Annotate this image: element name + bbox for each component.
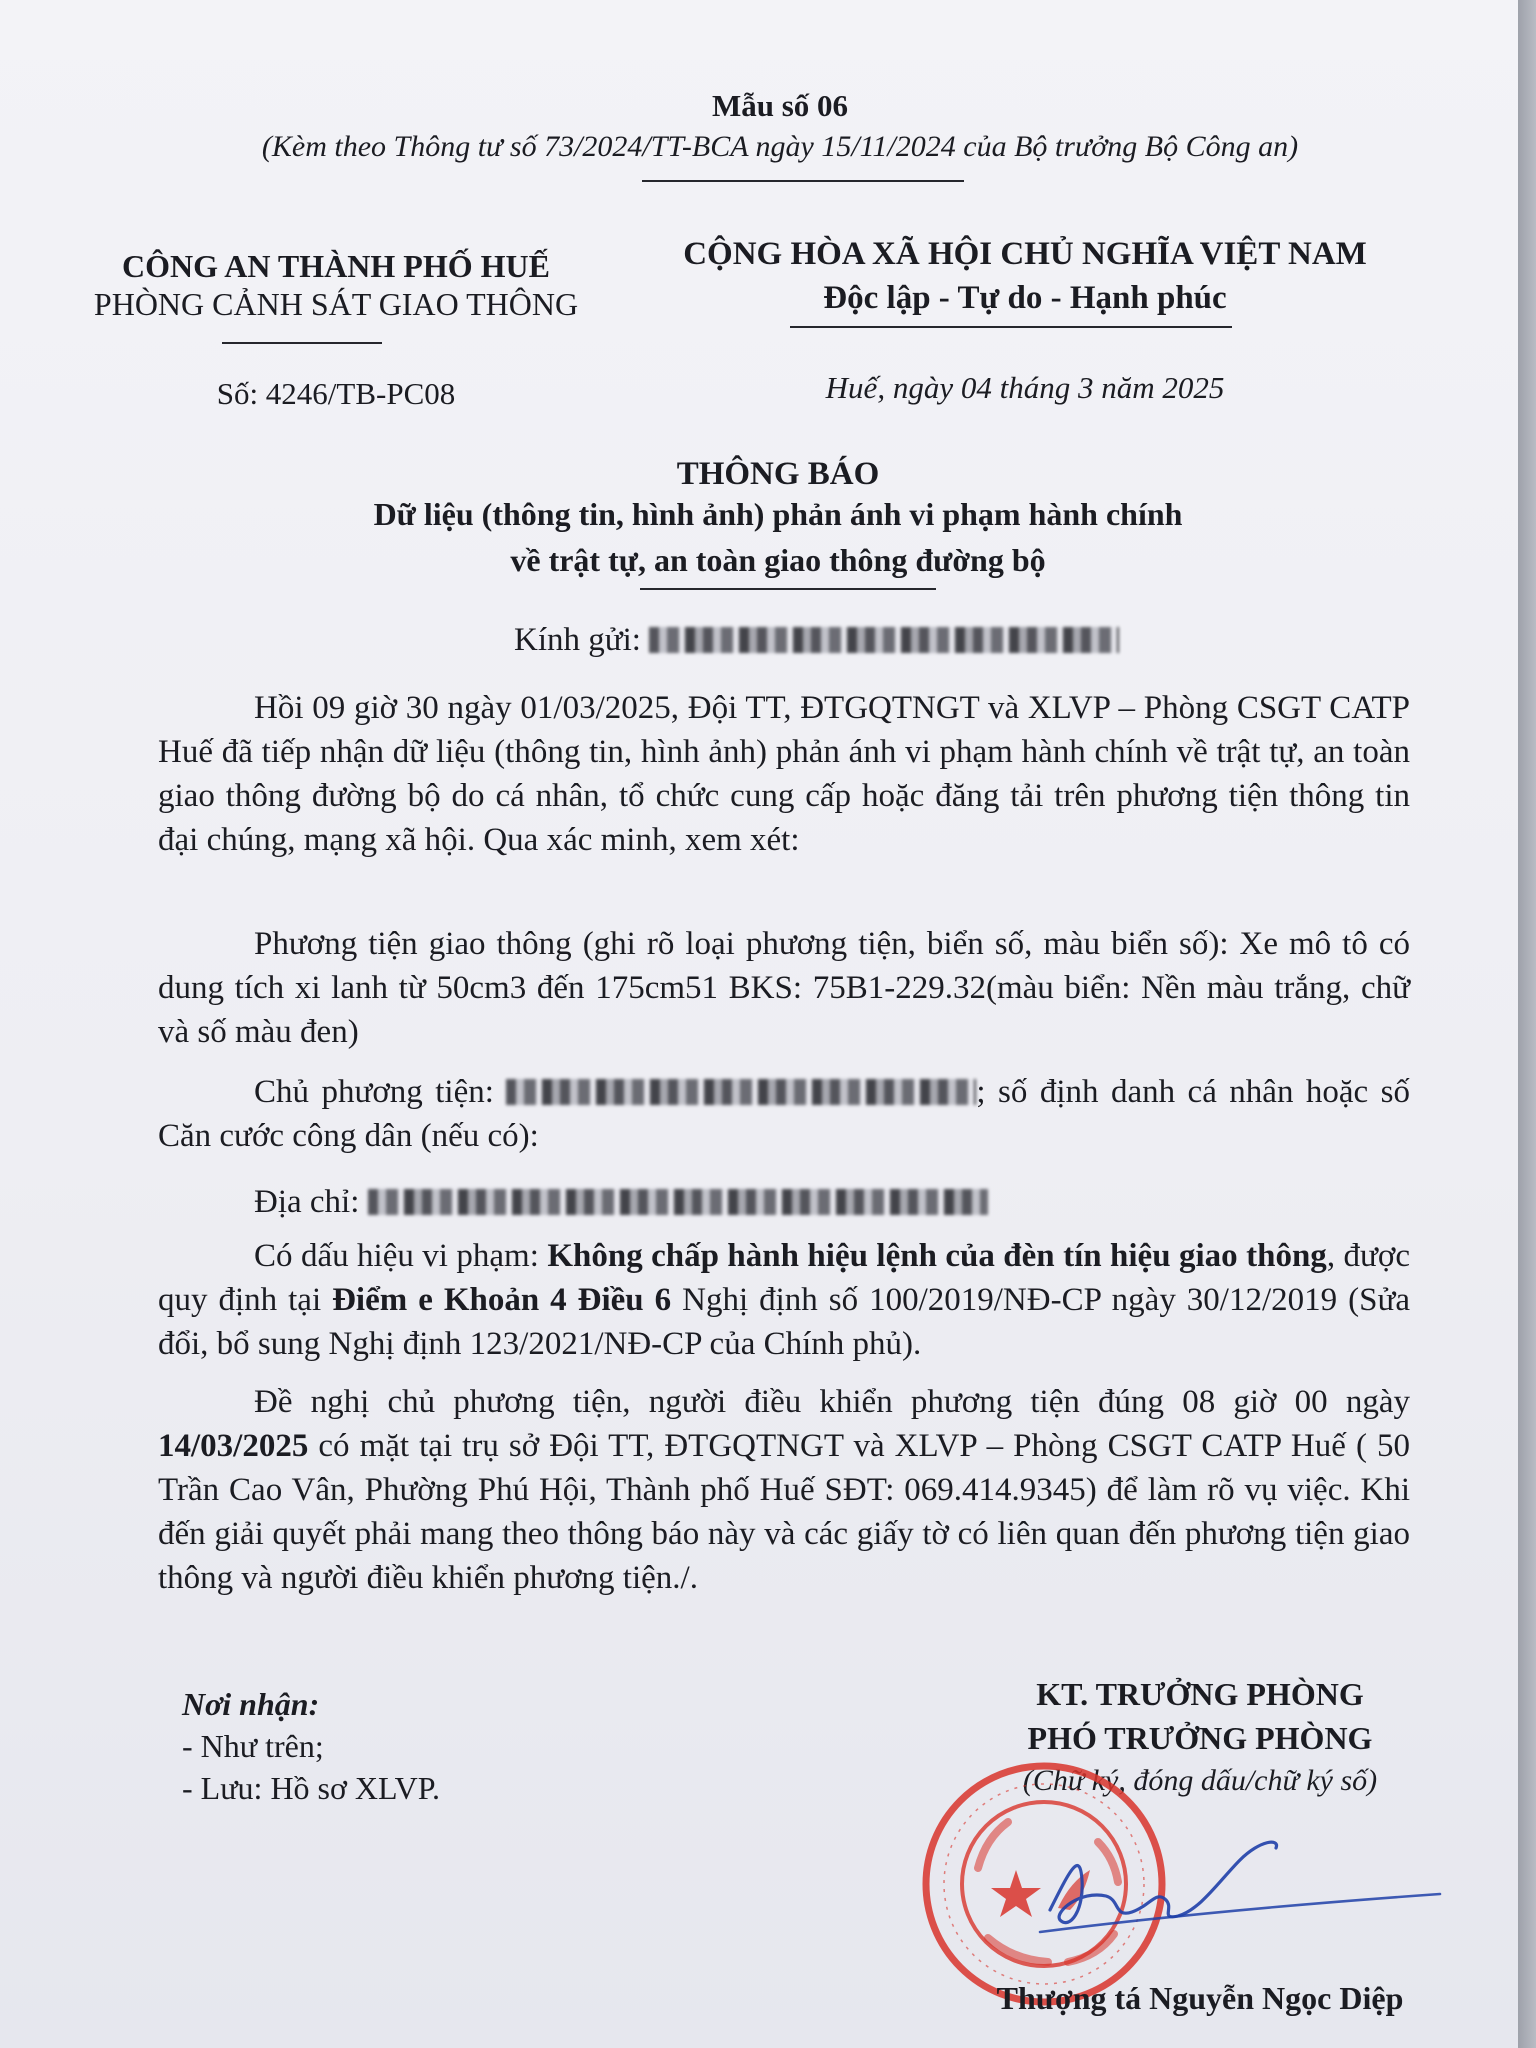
paragraph-request xyxy=(158,1380,1410,1600)
violation-description: Không chấp hành hiệu lệnh của đèn tín hiệu giao thông xyxy=(547,1238,1327,1274)
motto-underline xyxy=(790,326,1232,328)
redacted-recipient xyxy=(649,627,1119,653)
signature-title-2: PHÓ TRƯỞNG PHÒNG xyxy=(1027,1720,1373,1756)
handwritten-signature xyxy=(1010,1820,1450,1940)
signer-name: Thượng tá Nguyễn Ngọc Diệp xyxy=(996,1980,1404,2016)
national-motto: Độc lập - Tự do - Hạnh phúc xyxy=(823,280,1227,316)
recipients-item: - Như trên; xyxy=(182,1728,324,1764)
form-divider xyxy=(642,180,964,182)
paragraph-receipt: Hồi 09 giờ 30 ngày 01/03/2025, Đội TT, ĐTGQTNGT và XLVP – Phòng CSGT CATP Huế đã tiếp nhận dữ liệu (thông tin, hình ảnh) phản ánh vi phạm hành chính về trật tự, an toàn giao thông đường bộ do cá nhân, tổ chức cung cấp hoặc đăng tải trên phương tiện thông tin đại chúng, mạng xã hội. Qua xác minh, xem xét: xyxy=(158,690,1410,858)
address-label: Địa chỉ: xyxy=(254,1184,360,1220)
violation-mid: , được quy định tại xyxy=(158,1238,1410,1318)
paragraph-owner xyxy=(158,1070,1410,1158)
appointment-date: 14/03/2025 xyxy=(158,1428,309,1464)
redacted-address xyxy=(368,1189,988,1215)
redacted-owner-name xyxy=(506,1079,976,1105)
notice-subtitle-1: Dữ liệu (thông tin, hình ảnh) phản ánh vi phạm hành chính xyxy=(373,496,1183,532)
request-prefix: Đề nghị chủ phương tiện, người điều khiển phương tiện đúng 08 giờ 00 ngày xyxy=(254,1384,1410,1420)
notice-title: THÔNG BÁO xyxy=(676,456,880,492)
paragraph-vehicle: Phương tiện giao thông (ghi rõ loại phương tiện, biển số, màu biển số): Xe mô tô có dung tích xi lanh từ 50cm3 đến 175cm51 BKS: 75B1-229.32(màu biển: Nền màu trắng, chữ và số màu đen) xyxy=(158,926,1410,1050)
notice-subtitle-2: về trật tự, an toàn giao thông đường bộ xyxy=(510,542,1046,578)
form-note: (Kèm theo Thông tư số 73/2024/TT-BCA ngày 15/11/2024 của Bộ trưởng Bộ Công an) xyxy=(261,130,1299,163)
owner-suffix: ; số định danh cá nhân hoặc số Căn cước công dân (nếu có): xyxy=(158,1074,1411,1154)
issuer-line-1: CÔNG AN THÀNH PHỐ HUẾ xyxy=(122,248,550,284)
violation-suffix: Nghị định số 100/2019/NĐ-CP ngày 30/12/2019 (Sửa đổi, bổ sung Nghị định 123/2021/NĐ-CP của Chính phủ). xyxy=(158,1282,1411,1362)
paragraph-address xyxy=(158,1180,1410,1224)
violation-prefix: Có dấu hiệu vi phạm: xyxy=(254,1238,548,1274)
violation-article: Điểm e Khoản 4 Điều 6 xyxy=(332,1282,672,1318)
form-number: Mẫu số 06 xyxy=(711,88,849,123)
recipient-line xyxy=(514,622,1119,659)
issuer-line-2: PHÒNG CẢNH SÁT GIAO THÔNG xyxy=(93,286,579,322)
paragraph-violation xyxy=(158,1234,1410,1366)
recipients-item: - Lưu: Hồ sơ XLVP. xyxy=(182,1770,440,1806)
recipients-heading: Nơi nhận: xyxy=(182,1686,320,1722)
recipient-label: Kính gửi: xyxy=(514,622,641,658)
issuer-divider xyxy=(222,342,382,344)
signature-note: (Chữ ký, đóng dấu/chữ ký số) xyxy=(1022,1764,1378,1797)
owner-label: Chủ phương tiện: xyxy=(254,1074,494,1110)
paper-edge xyxy=(1518,0,1536,2048)
title-underline xyxy=(640,588,936,590)
issue-date: Huế, ngày 04 tháng 3 năm 2025 xyxy=(825,370,1225,405)
document-number: Số: 4246/TB-PC08 xyxy=(216,376,456,411)
national-title: CỘNG HÒA XÃ HỘI CHỦ NGHĨA VIỆT NAM xyxy=(683,236,1367,272)
signature-title-1: KT. TRƯỞNG PHÒNG xyxy=(1036,1676,1364,1712)
request-suffix: có mặt tại trụ sở Đội TT, ĐTGQTNGT và XLVP – Phòng CSGT CATP Huế ( 50 Trần Cao Vân, Phường Phú Hội, Thành phố Huế SĐT: 069.414.9345) để làm rõ vụ việc. Khi đến giải quyết phải mang theo thông báo này và các giấy tờ có liên quan đến phương tiện giao thông và người điều khiển phương tiện./. xyxy=(158,1428,1410,1596)
